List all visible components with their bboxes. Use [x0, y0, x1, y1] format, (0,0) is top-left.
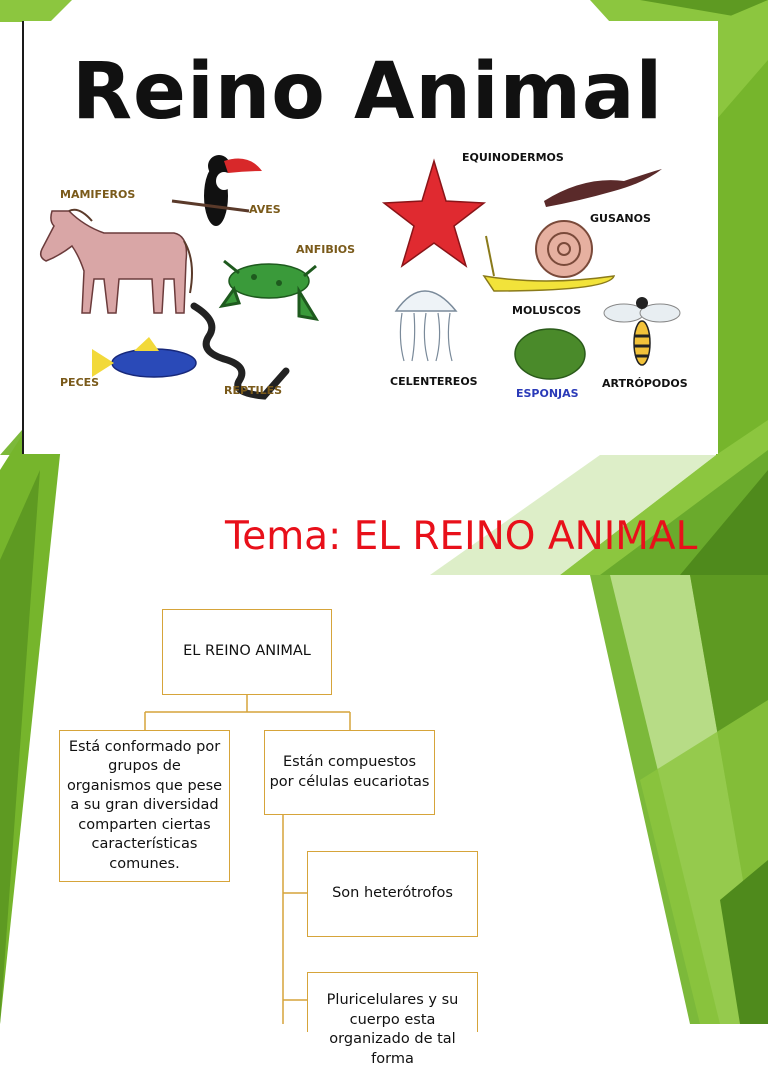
diagram-child2-box — [307, 972, 478, 1067]
label-gusanos: GUSANOS — [590, 212, 651, 225]
diagram-root-text: EL REINO ANIMAL — [183, 643, 311, 660]
diagram-right-text: Están compuestos por células eucariotas — [269, 754, 430, 790]
label-reptiles: REPTILES — [224, 384, 283, 397]
label-artropodos: ARTRÓPODOS — [602, 377, 688, 390]
label-peces: PECES — [60, 376, 100, 389]
diagram-left-text: Está conformado por grupos de organismos que pese a su gran diversidad comparten ciertas características comunes. — [66, 738, 223, 872]
diagram-child1-box — [307, 851, 478, 937]
illustration-title: Reino Animal — [72, 47, 664, 137]
diagram-right-box — [264, 730, 435, 815]
diagram-root-box — [162, 609, 332, 695]
diagram-left-box — [59, 730, 230, 882]
label-moluscos: MOLUSCOS — [512, 304, 582, 317]
label-aves: AVES — [249, 203, 281, 216]
label-equinodermos: EQUINODERMOS — [462, 151, 564, 164]
slide-title: Tema: EL REINO ANIMAL — [225, 514, 698, 559]
label-esponjas: ESPONJAS — [516, 387, 579, 400]
diagram-child2-text: Pluricelulares y su cuerpo esta organizado de tal forma — [326, 992, 459, 1067]
label-mamiferos: MAMIFEROS — [60, 188, 136, 201]
label-celentereos: CELENTEREOS — [390, 375, 478, 388]
diagram-child1-text: Son heterótrofos — [332, 885, 453, 902]
label-anfibios: ANFIBIOS — [296, 243, 356, 256]
